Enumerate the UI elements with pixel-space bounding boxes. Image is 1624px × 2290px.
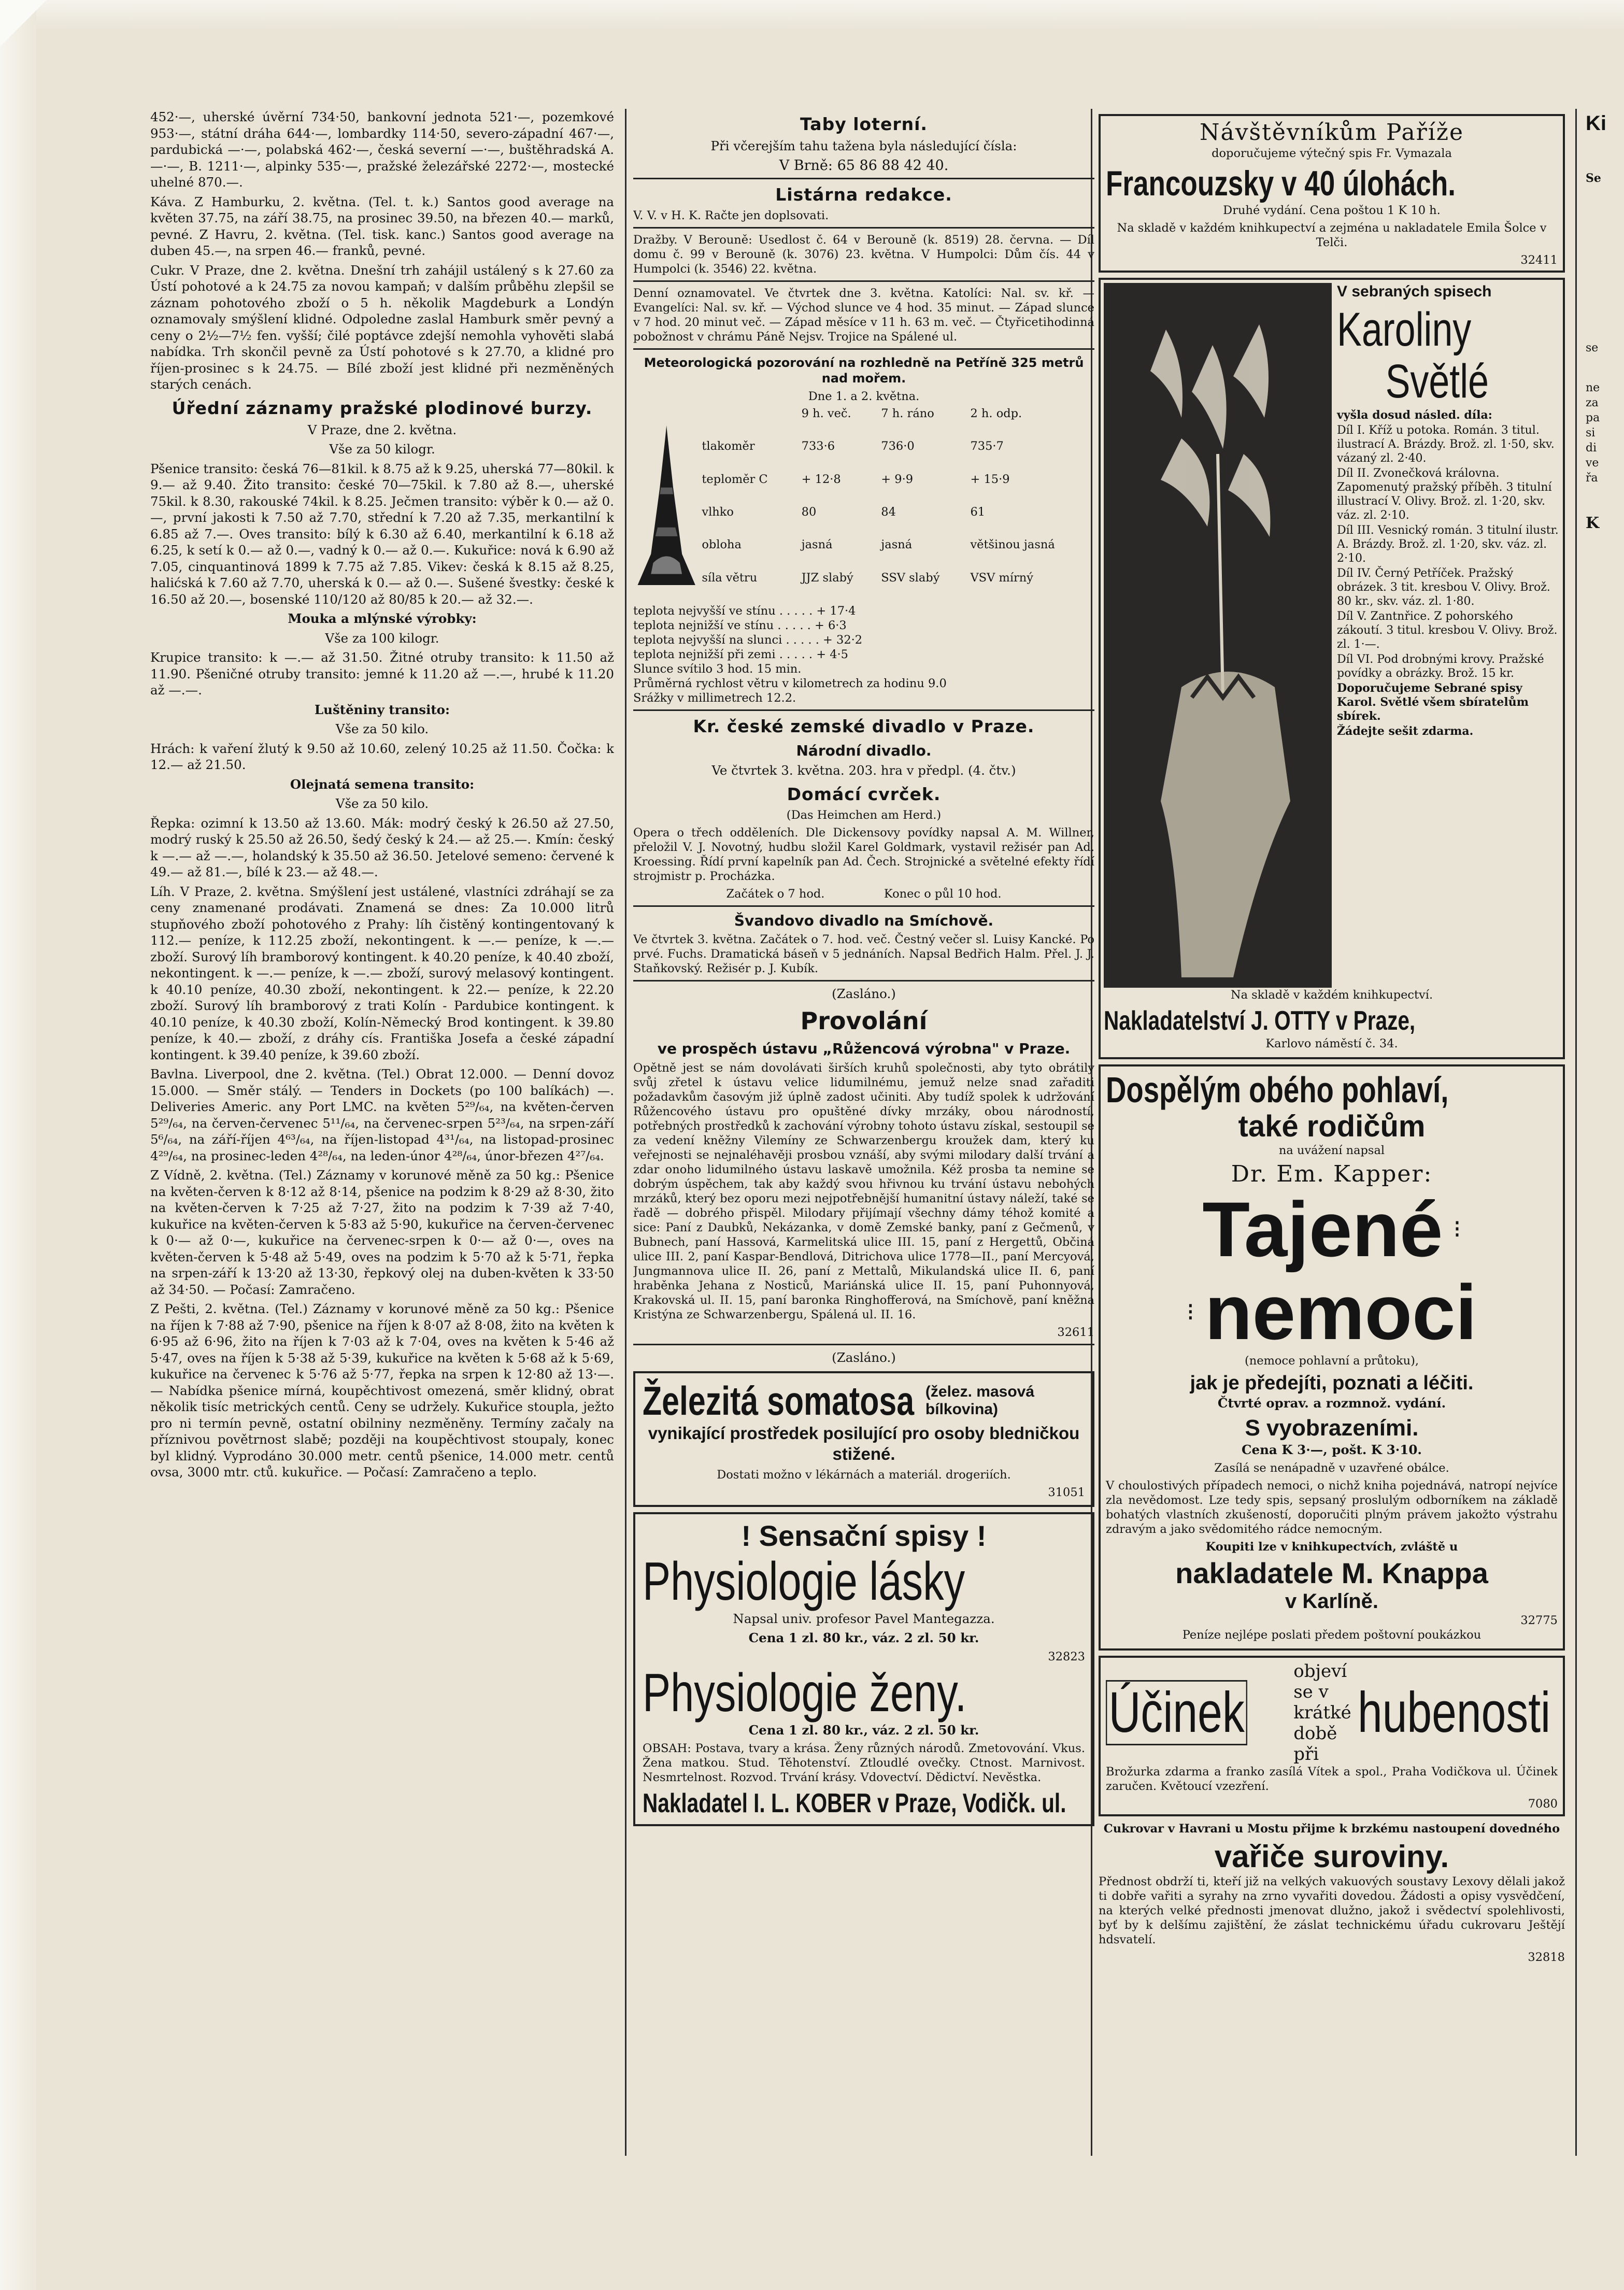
spirits-report: Líh. V Praze, 2. května. Smýšlení jest ustálené, vlastníci zdráhají se za ceny znamenané prodávati. Znamená se dnes: Za 10.000 litrů stupňového zboží pohotového z Prahy: líh čistěný kontingentovaný k 112.— peníze, k 112.25 zboží, nekontingent. k —.— peníze, k —.— zboží. Surový líh bramborový kontingent. k 40.20 peníze, k 40.40 zboží, nekontingent. k —.— peníze, k —.— zboží, surový melasový kontingent. k 40.10 peníze, 40.30 zboží, nekontingent. k 22.— peníze, k 22.20 zboží. Surový líh bramborový z trati Kolín - Pardubice kontingent. k 40.10 peníze, k 40.30 zboží, Kolín-Německý Brod kontingent. k 39.80 peníze, k 40.— zboží, z dráhy cís. Františka Josefa a české západní kontingent. k 39.40 peníze, k 39.60 zboží. [150,884,614,1062]
physiology-woman-price: Cena 1 zl. 80 kr., váz. 2 zl. 50 kr. [748,1722,979,1738]
oilseed-unit: Vše za 50 kilo. [335,796,429,811]
vienna-report: Z Vídně, 2. května. (Tel.) Záznamy v korunové měně za 50 kg.: Pšenice na květen-červen k 8·12 až 8·14, pšenice na podzim k 8·29 až 8·30, žito na květen-červen k 7·25 až 7·27, žito na podzim k 7·39 až 7·40, kukuřice na květen-červen k 5·83 až 5·90, kukuřice na červen-červenec k 0·— až 0·—, kukuřice na červenec-srpen k 0·— až 0·—, oves na květen-červen k 5·48 až 5·49, oves na podzim k 5·70 až k 5·71, řepka na srpen-září k 13·20 až 13·30, řepkový olej na duben-květen k 33·50 až 34·50. — Počasí: Zamračeno. [150,1168,614,1297]
paris-edition: Druhé vydání. Cena poštou 1 K 10 h. [1223,204,1441,217]
kapper-sub-2: jak je předejíti, poznati a léčiti. [1190,1372,1474,1394]
meteo-value: SSV slabý [881,571,940,585]
kapper-author: Dr. Em. Kapper: [1231,1161,1433,1187]
sugar-report: Cukr. V Praze, dne 2. května. Dnešní trh zahájil ustálený s k 27.60 za Ústí pohotové a k 24.75 za novou kampaň; v dalším průběhu zlepšil se záznam pohotového zboží o 5 h. několik Magdeburk a Londýn oznamovaly smýšlení klidné. Odpoledne zaslal Hamburk směr pevný a ceny o 2½—7½ fen. vyšší; čilé poptávce zdejší nemohla vyhověti slabá nabídka. Trh skončil pevně za Ústí pohotové s k 27.70, a klidné pro říjen-prosinec s k 24.75. — Bílé zboží jest klidné při nezměněných starých cenách. [150,262,614,392]
meteo-value: 733·6 [801,439,835,453]
meteo-value: + 9·9 [881,472,914,486]
paris-number: 32411 [1520,253,1558,267]
oilseed-heading: Olejnatá semena transito: [290,776,475,792]
edge-fragment: se [1586,342,1599,354]
svandovo-text: Ve čtvrtek 3. května. Začátek o 7. hod. več. Čestný večer sl. Luisy Kancké. Po prvé. Fuchs. Dramatická báseň v 5 jednáních. Napsal Bedřich Halm. Přel. J. J. Staňkovský. Režisér p. J. Kubík. [633,932,1094,975]
cukrovar-title: vařiče suroviny. [1214,1839,1449,1874]
karolina-intro: V sebraných spisech [1337,283,1492,300]
daily-notices: Denní oznamovatel. Ve čtvrtek dne 3. května. Katolíci: Nal. sv. kř. — Evangelíci: Nal. sv. kř. — Východ slunce ve 4 hod. 35 minut. — Západ slunce v 7 hod. 20 minut več. — Západ měsíce v 11 h. 63 m. več. — Čtyřicetihodinná pobožnost v chrámu Páně Nejsv. Trojice na Spálené ul. [633,287,1094,344]
ornament-dots-icon: ⁝ [1186,1298,1195,1327]
karolina-volume: Díl V. Zantnřice. Z pohorského zákoutí. 3 titul. kresbou V. Olivy. Brož. zl. 1·—. [1337,610,1558,651]
otty-publisher: Nakladatelství J. OTTY v Praze, [1104,1006,1416,1036]
edge-fragment: řa [1586,472,1598,485]
legumes-heading: Luštěniny transito: [314,702,450,717]
ucinek-middle: objeví se v krátké době při [1293,1661,1351,1765]
theatre-text: Opera o třech odděleních. Dle Dickensovy povídky napsal A. M. Willner, přeložil V. J. Novotný, hudbu složil Karel Goldmark, vystavil režisér pan Ad. Kroessing. Řídí první kapelník pan Ad. Čech. Strojnické a světelné efekty řídí strojmistr p. Procházka. [633,826,1094,883]
theatre-time: Začátek o 7 hod. Konec o půl 10 hod. [726,887,1002,901]
meteo-value: 80 [801,505,817,519]
hubenost-ad [1099,1656,1565,1816]
meteo-value: 84 [881,505,896,519]
cukrovar-ad [1099,1822,1565,1965]
kapper-price: Cena K 3·—, pošt. K 3·10. [1242,1442,1422,1457]
physiology-love-price: Cena 1 zl. 80 kr., váz. 2 zl. 50 kr. [748,1630,979,1645]
meteo-heading: Meteorologická pozorování na rozhledně na Petříně 325 metrů nad mořem. [644,355,1084,386]
cukrovar-text: Přednost obdrží ti, kteří již na velkých vakuových soustavy Lexovy dělali jakož ti dobře vařiti a syrahy na zrno vyvařiti dovedou. Žádosti a opisy vysvědčení, na kterých velké přednosti jmenovat dlužno, jakož i svědectví spolehlivosti, byť by k delšímu zajištění, že záslat technickému úřadu cukrovaru Ještějí hdsvatelí. [1099,1875,1565,1946]
meteo-row-label: obloha [702,538,742,552]
hubenost-number: 7080 [1528,1797,1558,1811]
paris-title: Francouzsky v 40 úlohách. [1106,164,1456,203]
edge-fragment: ne [1586,381,1600,394]
lottery-text: Při včerejším tahu tažena byla následující čísla: [710,138,1017,153]
ucinek-word: Účinek [1106,1680,1247,1745]
meteo-col-head: 2 h. odp. [970,407,1022,420]
edge-fragment: ve [1586,457,1599,470]
somatosa-footer: Dostati možno v lékárnách a materiál. drogeriích. [717,1468,1011,1482]
meteo-value: + 12·8 [801,472,841,486]
edge-fragment: K [1586,514,1600,532]
meteo-col-head: 9 h. več. [801,407,851,420]
karolina-recommend: Doporučujeme Sebrané spisy Karol. Světlé všem sbíratelům sbírek. [1337,681,1529,723]
kapper-top-line: Dospělým obého pohlaví, [1106,1070,1449,1110]
flour-heading: Mouka a mlýnské výrobky: [288,611,477,626]
kapper-shipping: Zasílá se nenápadně v uzavřené obálce. [1214,1461,1449,1475]
cukrovar-number: 32818 [1528,1951,1565,1964]
divider [633,1344,1094,1345]
column-market-reports [150,109,614,2171]
divider [633,178,1094,179]
appeal-subheading: ve prospěch ústavu „Růžencová výrobna" v Praze. [657,1040,1071,1057]
otty-address: Karlovo náměstí č. 34. [1265,1037,1398,1050]
karolina-volume: Díl I. Kříž u potoka. Román. 3 titul. ilustrací A. Brázdy. Brož. zl. 1·50, skv. vázaný zl. 2·40. [1337,424,1555,465]
grain-prices: Pšenice transito: česká 76—81kil. k 8.75 až k 9.25, uherská 77—80kil. k 9.— až 9.40. Žito transito: české 70—75kil. k 7.80 až 8.—, uherské 75kil. k 8.30, rakouské 74kil. k 8.25. Ječmen transito: výběr k 0.— až 0.—, první jakosti k 7.50 až 7.70, střední k 7.20 až 7.35, merkantilní k 6.85 až 7.—. Oves transito: bílý k 6.30 až 6.40, merkantilní k 6.18 až 6.25, k setí k 0.— až 0.—, vadný k 0.— až 0.—. Kukuřice: nová k 6.90 až 7.05, cinquantinová 1899 k 7.75 až 7.85. Vikev: česká k 8.15 až 8.25, halićská k 7.60 až 7.70, uherská k 0.— až 0.—. Sušené švestky: české k 16.50 až 20.—, bosenské 110/120 až 80/85 k 20.— až 32.—. [150,461,614,607]
meteo-row-label: teploměr C [702,472,768,486]
meteo-value: jasná [801,538,833,552]
appeal-heading: Provolání [800,1007,928,1035]
somatosa-number: 31051 [1048,1485,1085,1499]
auctions: Dražby. V Berouně: Usedlost č. 64 v Berouně (k. 8519) 28. června. — Díl domu č. 99 v Berouně (k. 3076) 23. května. V Humpolci: Dům čís. 44 v Humpolci (k. 3546) 22. května. [633,233,1094,276]
coffee-report: Káva. Z Hamburku, 2. května. (Tel. t. k.) Santos good average na květen 37.75, na září 38.75, na prosinec 39.50, na březen 40.— marků, pevné. Z Havru, 2. května. (Tel. tisk. kanc.) Santos good average na duben 45.—, na srpen 46.— franků, pevné. [150,194,614,258]
appeal-text: Opětně jest se nám dovolávati širších kruhů společnosti, aby tyto obrátily svůj zřetel k ústavu velice lidumilnému, jemuž nelze snad zařaditi požadavkům časovým již úplně zadost učiniti. Aby tudíž spolek k udržování Růžencového ústavu pro opuštěné dívky mrzáky, obou národností, potřebných prostředků k zachování výrobny tohoto ústavu získal, sestoupil se za vedení kněžny Vilemíny ze Schwarzenbergu kroužek dam, který ku veřejnosti se nejnaléhavěji prosbou vznáší, aby svými milodary další trvání a zdar onoho lidumilného ústavu laskavě umožnila. Kéž prosba ta nemine se dobrým úspěchem, tak aby každý svou hřivnou ku trvání ústavu nebohých mrzáků, který bez oporu mezi nejpotřebnější humanitní ústavy náleží, také se řadě — dobrého přispěl. Milodary přijímají všechny dámy téhož komité a sice: Paní z Daubků, Nekázanka, v domě Zemské banky, paní z Gečmenů, v Bubnech, paní Hassová, Karmelitská ulice III. 15, paní z Hergettů, Občiná ulice III. 2, paní Kaspar-Bendlová, Ditrichova ulice 1778—II., paní Mercyová, Jungmannova ulice II. 26, paní z Mettalů, Mikulandská ulice II. 6, paní hraběnka Jehana z Nosticů, Mariánská ulice II. 15, paní Puhonnyová, Krakovská ul. II. 15, paní baronka Ringhofferová, na Smíchově, paní kněžna Kristýna ze Schwarzenbergu, Spálená ul. II. 16. [633,1061,1094,1321]
appeal-number: 32611 [1057,1326,1094,1339]
svandovo-heading: Švandovo divadlo na Smíchově. [734,912,994,929]
page-fold-corner [0,0,47,47]
editor-letters-text: V. V. v H. K. Račte jen doplsovati. [633,209,829,222]
meteo-row-label: vlhko [702,505,734,519]
karolina-name-1: Karoliny [1337,303,1472,356]
column-cut-edge [1586,109,1624,2171]
knapp-publisher: nakladatele M. Knappa [1175,1557,1488,1589]
meteo-value: + 15·9 [970,472,1010,486]
meteo-block [633,407,1094,604]
cukrovar-intro: Cukrovar v Havrani u Mostu přijme k brzkému nastoupení dovedného [1103,1822,1560,1836]
edge-fragment: pa [1586,411,1600,424]
lottery-heading: Taby loterní. [800,114,928,134]
edge-fragment: Ki [1586,112,1606,135]
physiology-woman-title: Physiologie ženy. [643,1662,967,1723]
kapper-text: V choulostivých případech nemoci, o nichž kniha pojednává, natropí nejvíce zla nevědomost. Lze tedy spis, sepsaný proslulým odborníkem na základě bohatých vlastních zkušeností, doporučiti plným právem jakožto výstrahu zdravým a jako svědomitého rádce nemocným. [1106,1479,1558,1536]
karolina-volume: Díl IV. Černý Petříček. Pražský obrázek. 3 tit. kresbou V. Olivy. Brož. 80 kr., skv. váz. zl. 1·80. [1337,567,1550,608]
meteo-value: 735·7 [970,439,1004,453]
knapp-payment-note: Peníze nejlépe poslati předem poštovní poukázkou [1182,1628,1481,1642]
physiology-ad [633,1512,1094,1827]
grain-unit: Vše za 50 kilogr. [329,442,435,457]
column-rule [1575,109,1577,2156]
page-left-edge [0,0,36,2290]
karolina-ad [1099,278,1565,1059]
meteo-col-head: 7 h. ráno [881,407,934,420]
lottery-numbers: V Brně: 65 86 88 42 40. [779,157,949,174]
karolina-name-2: Světlé [1385,355,1489,408]
edge-fragment: za [1586,396,1599,409]
theatre-play-sub: (Das Heimchen am Herd.) [786,808,942,822]
sensational-heading: ! Sensační spisy ! [741,1519,987,1552]
physiology-love-number: 32823 [1048,1649,1085,1663]
kapper-top-line-2: také rodičům [1238,1110,1426,1143]
edge-fragment: di [1586,442,1597,454]
karolina-volume: Díl II. Zvonečková královna. Zapomenutý pražský příběh. 3 titulní illustrací V. Olivy. Brož. zl. 1·20, skv. váz. zl. 2·10. [1337,467,1552,522]
meteo-value: většinou jasná [970,538,1055,552]
legumes-unit: Vše za 50 kilo. [335,721,429,736]
divider [633,980,1094,982]
column-advertisements [1099,109,1565,2171]
paris-ad [1099,114,1565,273]
meteo-value: 736·0 [881,439,915,453]
divider [633,348,1094,350]
meteo-extra: teplota nejvyšší ve stínu . . . . . + 17·4 teplota nejnižší ve stínu . . . . . + 6·3 teplota nejvyšší na slunci . . . . . + 32·2 teplota nejnižší při zemi . . . . . + 4·5 Slunce svítilo 3 hod. 15 min. Průměrná rychlost větru v kilometrech za hodinu 9.0 Srážky v millimetrech 12.2. [633,604,947,705]
meteo-row-label: tlakoměr [702,439,755,453]
divider [633,227,1094,229]
kapper-title-2: nemoci [1205,1269,1477,1356]
kapper-title-1: Tajené [1202,1186,1443,1273]
paris-heading: Návštěvníkům Paříže [1199,119,1464,146]
kober-publisher: Nakladatel I. L. KOBER v Praze, Vodičk. ul. [643,1788,1066,1818]
kapper-sub: (nemoce pohlavní a průtoku), [1245,1354,1419,1368]
ornament-dots-icon: ⁝ [1453,1215,1461,1244]
somatosa-tagline: vynikající prostředek posilující pro osoby bledničkou stižené. [648,1423,1080,1463]
meteo-value: jasná [881,538,913,552]
grain-date: V Praze, dne 2. května. [307,422,457,437]
column-rule [625,109,626,2156]
cotton-report: Bavlna. Liverpool, dne 2. května. (Tel.) Obrat 12.000. — Denní dovoz 15.000. — Směr stálý. — Tenders in Dockets (po 100 balíkách) —. Deliveries Americ. any Port LMC. na květen 5²⁹/₆₄, na květen-červen 5²⁹/₆₄, na červen-červenec 5¹¹/₆₄, na červenec-srpen 5²³/₆₄, na srpen-září 5⁶/₆₄, na září-říjen 4⁶³/₆₄, na říjen-listopad 4³¹/₆₄, na listopad-prosinec 4²⁹/₆₄, na prosinec-leden 4²⁸/₆₄, na leden-únor 4²⁸/₆₄, únor-březen 4²⁷/₆₄. [150,1066,614,1163]
legumes-prices: Hrách: k vaření žlutý k 9.50 až 10.60, zelený 10.25 až 11.50. Čočka: k 12.— až 21.50. [150,741,614,772]
physiology-love-author: Napsal univ. profesor Pavel Mantegazza. [733,1611,995,1626]
karolina-volume: Díl VI. Pod drobnými krovy. Pražské povídky a obrázky. Brož. 15 kr. [1337,653,1544,680]
sent-in-label: (Zasláno.) [832,986,896,1001]
divider [633,280,1094,282]
physiology-love-title: Physiologie lásky [643,1551,965,1612]
kapper-ad [1099,1064,1565,1651]
meteo-value: JJZ slabý [801,571,853,585]
kapper-illustrations: S vyobrazeními. [1245,1415,1419,1441]
kapper-edition: Čtvrté oprav. a rozmnož. vydání. [1217,1396,1446,1411]
editor-letters-heading: Listárna redakce. [775,184,952,205]
paris-stock: Na skladě v každém knihkupectví a zejména u nakladatele Emila Šolce v Telči. [1117,221,1547,249]
meteo-table [700,407,1094,604]
kapper-buy: Koupiti lze v knihkupectvích, zvláště u [1205,1540,1458,1554]
hubenost-word: hubenosti [1357,1681,1550,1744]
hubenost-footer: Brožurka zdarma a franko zasílá Vítek a spol., Praha Vodičkova ul. Účinek zaručen. Květoucí vzezření. [1106,1765,1558,1793]
paris-sub: doporučujeme výtečný spis Fr. Vymazala [1212,147,1452,160]
karolina-published: vyšla dosud násled. díla: [1337,408,1492,422]
karolina-volume: Díl III. Vesnický román. 3 titulní ilustr. A. Brázdy. Brož. zl. 1·20, skv. váz. zl. 2·10. [1337,524,1559,565]
divider [633,709,1094,711]
grain-exchange-heading: Úřední záznamy pražské plodinové burzy. [172,397,593,418]
knapp-city: v Karlíně. [1285,1590,1379,1613]
theatre-heading: Kr. české zemské divadlo v Praze. [693,716,1035,736]
karolina-request: Žádejte sešit zdarma. [1337,724,1474,738]
column-notices [633,109,1094,2171]
physiology-woman-contents: OBSAH: Postava, tvary a krása. Ženy různých národů. Zmetovování. Vkus. Žena matkou. Stud. Těhotenství. Ztloudlé ovečky. Ctnost. Marnivost. Nesmrtelnost. Rozvod. Trvání krásy. Vdovectví. Dědictví. Nevěstka. [643,1742,1085,1784]
national-theatre: Národní divadlo. [796,742,932,759]
lily-hand-illustration [1104,283,1332,988]
theatre-date: Ve čtvrtek 3. května. 203. hra v předpl. (4. čtv.) [711,763,1016,778]
sent-in-label: (Zasláno.) [832,1350,896,1365]
flour-prices: Krupice transito: k —.— až 31.50. Žitné otruby transito: k 11.50 až 11.90. Pšeničné otruby transito: jemné k 11.20 až —.—, hrubé k 11.20 až —.—. [150,650,614,698]
lily-icon [1104,283,1332,988]
edge-fragment: Se [1586,172,1601,185]
meteo-value: VSV mírný [970,571,1033,585]
kapper-considered: na uvážení napsal [1278,1144,1385,1157]
somatosa-note: (želez. masová bílkovina) [925,1383,1035,1418]
divider [633,905,1094,907]
somatosa-ad [633,1371,1094,1507]
knapp-number: 32775 [1520,1614,1558,1627]
stock-prices-paragraph: 452·—, uherské úvěrní 734·50, bankovní jednota 521·—, pozemkové 953·—, státní dráha 644·—, lombardky 114·50, severo-západní 467·—, pardubická —·—, polabská 462·—, česká severní —·—, buštěhradská A. —·—, B. 1211·—, alpinky 535·—, pražské železářské 2272·—, mostecké uhelné 870.—. [150,109,614,190]
budapest-report: Z Pešti, 2. května. (Tel.) Záznamy v korunové měně za 50 kg.: Pšenice na říjen k 7·88 až 7·90, pšenice na říjen k 8·07 až 8·08, žito na květen k 6·95 až 6·96, žito na říjen k 7·03 až k 7·04, oves na květen k 5·46 až 5·47, oves na říjen k 5·38 až 5·39, kukuřice na květen k 5·68 až k 5·69, kukuřice na červenec k 5·76 až 5·77, řepka na srpen k 12·80 až 13·—. — Nabídka pšenice mírná, koupěchtivost omezená, směr klidný, obrat několik tisíc metrických centů. Ceny se udržely. Kukuřice stoupla, ježto pro ni termín pevně, ostatní obilniny nezměněny. Termíny začaly na příznivou povětrnost slabě; později na koupěchtivost stoupaly, konec byl klidný. Vyprodáno 30.000 metr. centů pšenice, 14.000 metr. centů ovsa, 3000 mtr. ctů. kukuřice. — Počasí: Zamračeno a teplo. [150,1301,614,1480]
meteo-value: 61 [970,505,986,519]
meteo-date: Dne 1. a 2. května. [808,390,920,403]
meteo-row-label: síla větru [702,571,758,585]
petrin-tower-icon [633,407,700,604]
somatosa-name: Železitá somatosa [643,1377,915,1424]
page-top-edge [0,0,1624,31]
flour-unit: Vše za 100 kilogr. [325,630,439,646]
karolina-stock: Na skladě v každém knihkupectví. [1230,988,1433,1002]
edge-fragment: si [1586,426,1595,439]
theatre-play: Domácí cvrček. [787,784,941,804]
oilseed-prices: Řepka: ozimní k 13.50 až 13.60. Mák: modrý český k 26.50 až 27.50, modrý ruský k 25.50 až 26.50, šedý český k 24.— až 25.—. Kmín: český k —.— až —.—, holandský k 35.50 až 36.50. Jetelové semeno: červené k 49.— až 81.—, bílé k 23.— až 48.—. [150,815,614,879]
